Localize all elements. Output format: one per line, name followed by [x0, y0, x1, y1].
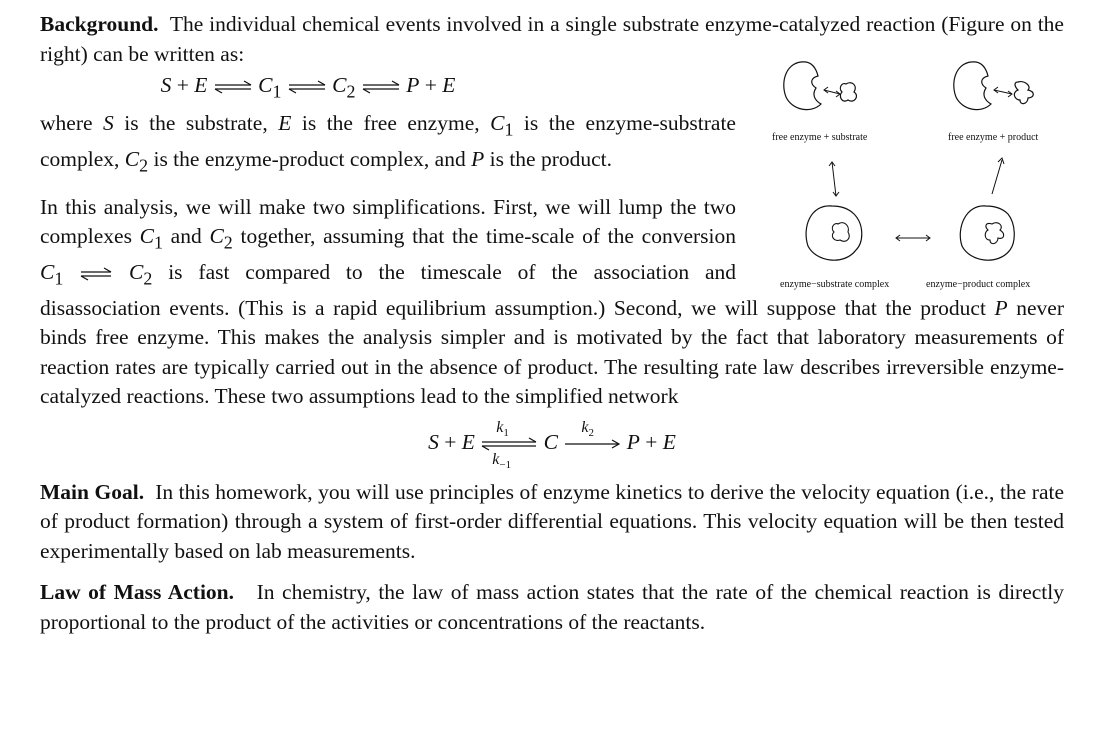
net-E: E: [461, 429, 475, 454]
double-arrow-icon: [896, 235, 930, 241]
eq-E: E: [194, 73, 208, 97]
k-sub: −1: [499, 458, 512, 471]
math-sub: 1: [154, 232, 163, 253]
label-enzyme-substrate-complex: enzyme−substrate complex: [780, 279, 890, 290]
label-free-enzyme-product: free enzyme + product: [948, 132, 1039, 143]
math-P: P: [471, 146, 485, 171]
math-E: E: [278, 111, 292, 135]
net-C: C: [543, 429, 558, 454]
main-goal-heading: Main Goal.: [40, 479, 145, 504]
right-arrow-icon: [563, 438, 621, 450]
label-enzyme-product-complex: enzyme−product complex: [926, 279, 1031, 290]
text-run: together, assuming that the time-scale of the conversion: [232, 224, 737, 249]
math-C2: C: [124, 146, 140, 171]
eq-C2-sub: 2: [346, 81, 356, 102]
eq-plus: +: [176, 73, 189, 97]
text-run: never binds free enzyme. This makes the analysis simpler and is motivated by the fact that laboratory measurements of reaction rates are typically carried out in the absence of product. The resulting rate law describes irreversible enzyme-catalyzed reactions. These two assumptions lead to the simplified network: [40, 295, 1064, 409]
math-S: S: [103, 111, 114, 135]
eq-P: P: [406, 73, 420, 97]
text-run: where: [40, 111, 104, 135]
equilibrium-arrow-icon: [361, 81, 401, 93]
equilibrium-arrow-icon: [287, 81, 327, 93]
math-C1: C: [40, 259, 55, 284]
reversible-reaction-arrow: [480, 418, 538, 471]
equilibrium-arrow-icon: [79, 268, 113, 280]
math-sub: 2: [223, 232, 233, 253]
math-sub: 1: [504, 119, 514, 140]
substrate-icon: [840, 83, 856, 101]
simplified-network: [40, 418, 1064, 474]
net-plus-2: +: [645, 429, 658, 454]
text-run: is the free enzyme,: [291, 111, 491, 135]
eq-S: S: [160, 73, 172, 97]
text-run: is the product.: [484, 146, 613, 171]
mass-action-paragraph: [40, 578, 1064, 637]
background-intro: The individual chemical events involved in a single substrate enzyme-catalyzed reaction (Figure on the right) can be written as:: [40, 12, 1064, 66]
double-arrow-icon: [824, 87, 840, 97]
enzyme-figure: [766, 52, 1066, 302]
math-sub: 2: [139, 155, 149, 176]
enzyme-diagram: [766, 52, 1066, 302]
double-arrow-icon: [829, 162, 839, 196]
mass-action-heading: Law of Mass Action.: [40, 580, 234, 605]
enzyme-product-complex-icon: [960, 206, 1014, 260]
eq-C2: C: [332, 73, 347, 97]
net-P: P: [626, 429, 640, 454]
math-P: P: [994, 295, 1008, 320]
rate-k-minus-1: [492, 452, 511, 473]
text-run: is fast compared to the timescale of the association and disassociation events. (This is a rapid equilibrium assumption.) Second, we will suppose that the product: [40, 259, 995, 320]
k-sub: 2: [588, 426, 594, 439]
net-S: S: [428, 429, 439, 454]
math-sub: 1: [54, 268, 64, 289]
up-arrow-icon: [992, 158, 1004, 194]
text-run: and: [162, 224, 210, 249]
enzyme-icon: [784, 62, 821, 110]
equilibrium-arrow-icon: [480, 438, 538, 450]
text-run: is the substrate,: [113, 111, 279, 135]
background-heading: Background.: [40, 12, 159, 36]
net-E2: E: [662, 429, 676, 454]
k-symbol: k: [496, 418, 504, 436]
where-paragraph: [40, 109, 736, 181]
eq-E2: E: [442, 73, 456, 97]
label-free-enzyme-substrate: free enzyme + substrate: [772, 132, 868, 143]
reaction-equation: [0, 71, 656, 103]
math-C2: C: [129, 259, 144, 284]
k-sub: 1: [503, 426, 509, 439]
eq-C1: C: [258, 73, 273, 97]
eq-C1-sub: 1: [272, 81, 282, 102]
mass-action-text: In chemistry, the law of mass action states that the rate of the chemical reaction is directly proportional to the product of the activities or concentrations of the reactants.: [40, 580, 1065, 634]
enzyme-icon: [954, 62, 991, 110]
math-sub: 2: [143, 268, 153, 289]
product-icon: [1014, 82, 1033, 104]
k-symbol: k: [581, 418, 589, 436]
k-symbol: k: [492, 450, 500, 468]
math-C1: C: [490, 111, 505, 135]
math-C1: C: [139, 224, 155, 249]
main-goal-paragraph: [40, 478, 1064, 567]
text-run: is the enzyme-product complex, and: [148, 146, 472, 171]
text-run: is the enzyme-substrate complex,: [40, 111, 736, 171]
eq-plus-2: +: [424, 73, 437, 97]
main-goal-text: In this homework, you will use principles of enzyme kinetics to derive the velocity equation (i.e., the rate of product formation) through a system of first-order differential equations. This velocity equation will be then tested experimentally based on lab measurements.: [40, 479, 1065, 563]
math-C2: C: [209, 224, 224, 249]
forward-reaction-arrow: [563, 418, 621, 466]
enzyme-substrate-complex-icon: [806, 206, 862, 260]
equilibrium-arrow-icon: [213, 81, 253, 93]
double-arrow-icon: [994, 87, 1012, 97]
text-run: In this analysis, we will make two simplifications. First, we will lump the two complexes: [40, 194, 736, 249]
net-plus: +: [444, 429, 457, 454]
